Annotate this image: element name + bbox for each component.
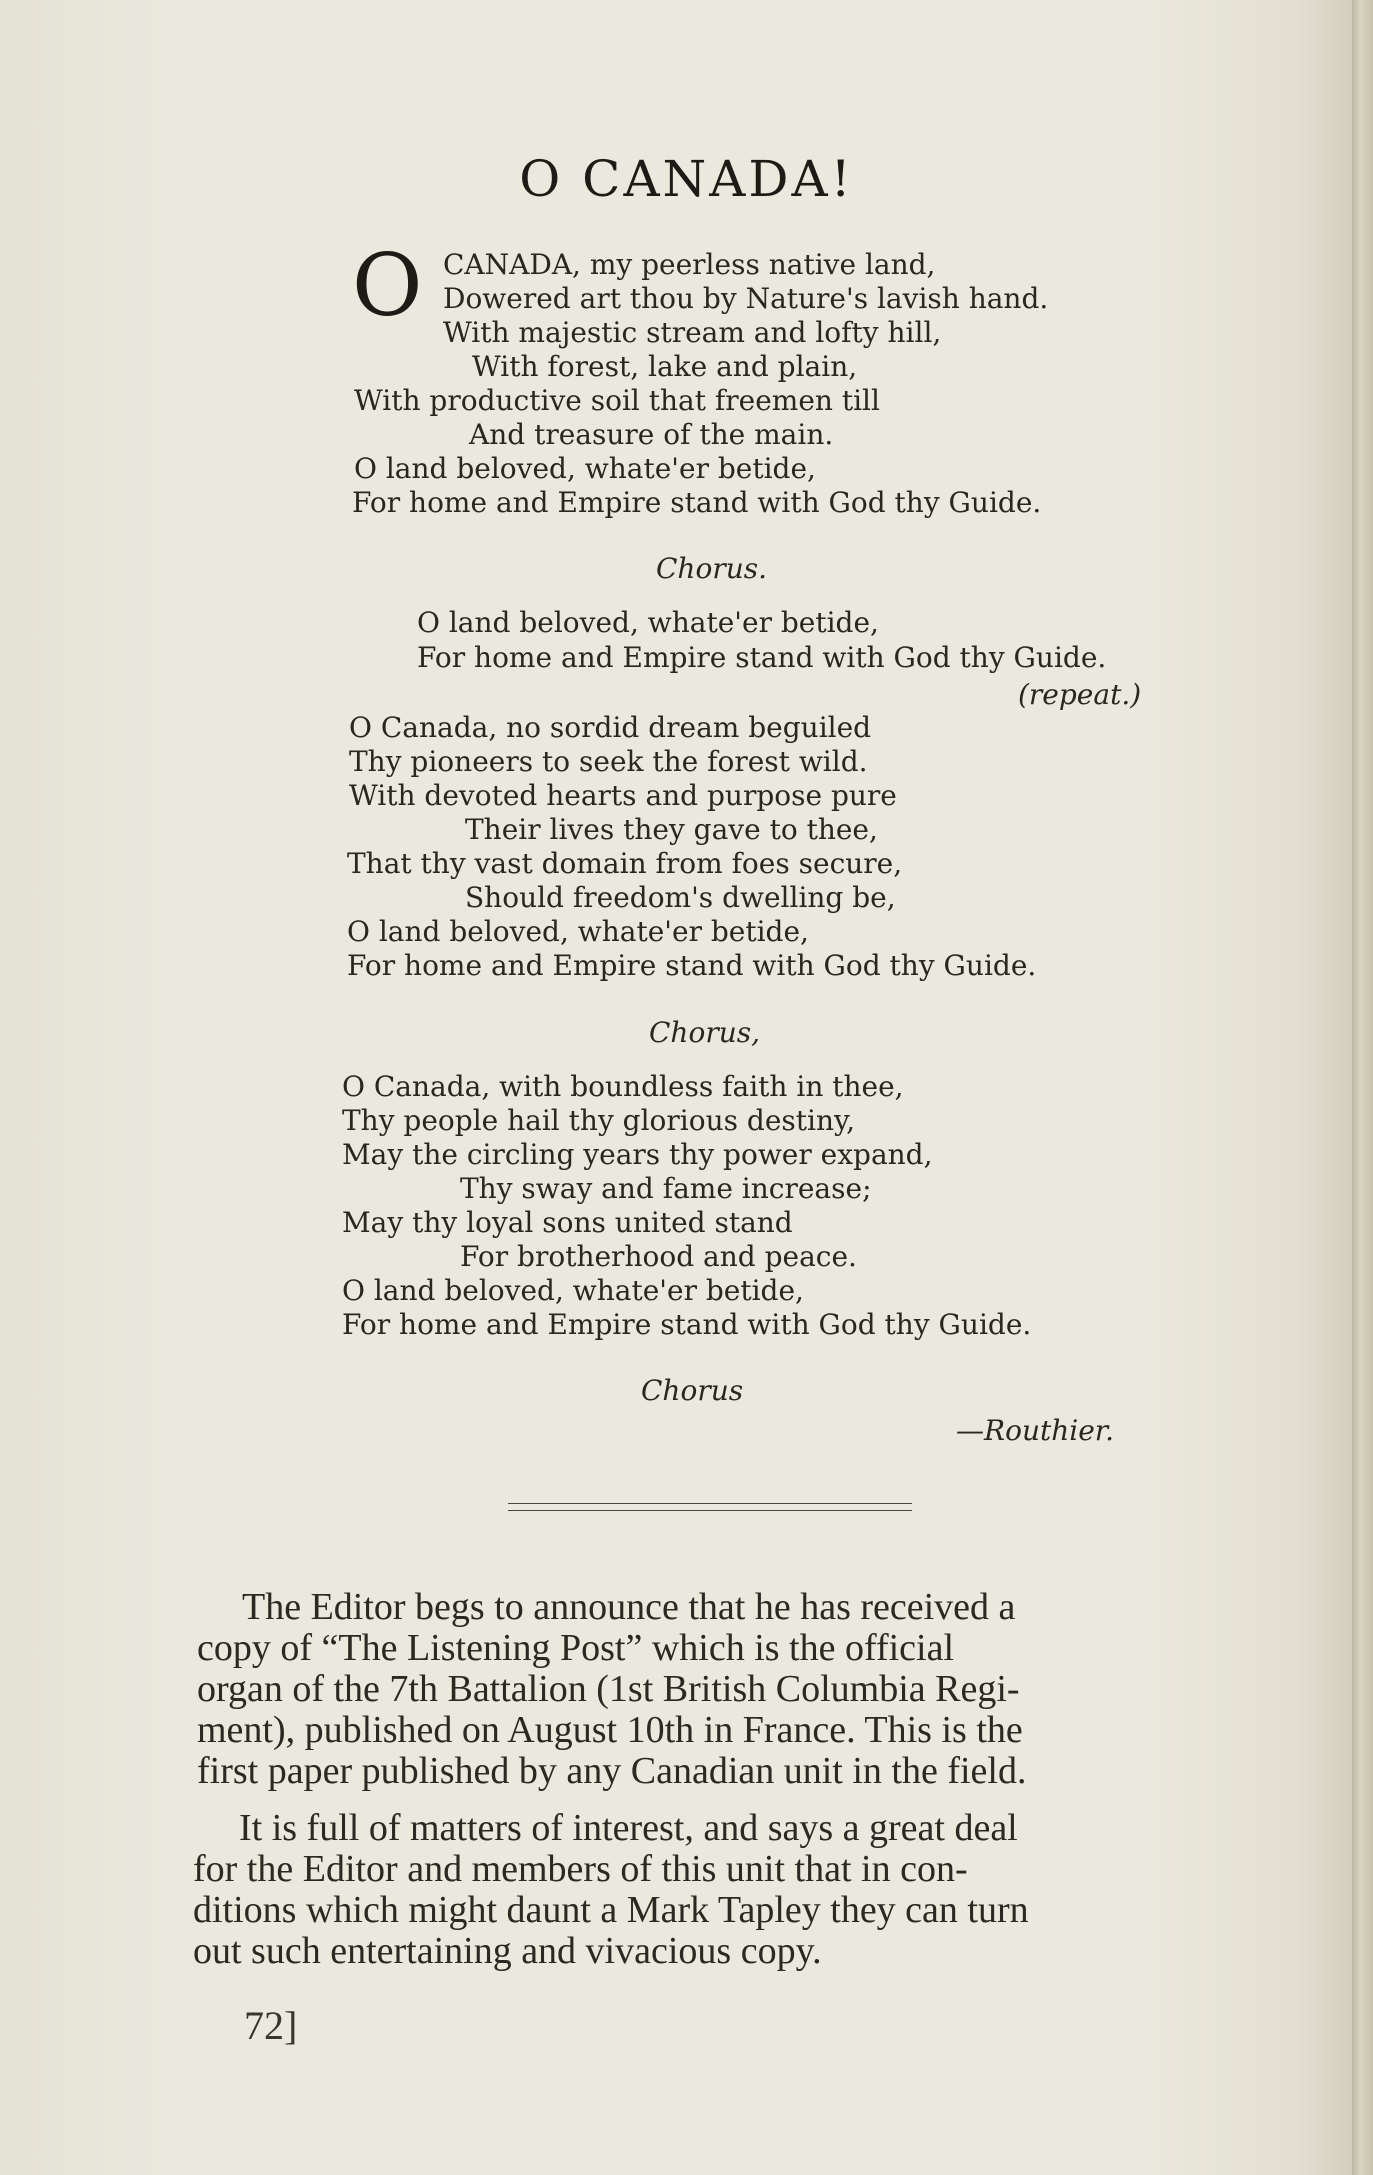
prose-line: ditions which might daunt a Mark Tapley they can turn [193,1889,1029,1931]
verse-line: With majestic stream and lofty hill, [443,316,942,349]
verse-line: With productive soil that freemen till [354,384,880,417]
prose-line: organ of the 7th Battalion (1st British Columbia Regi- [197,1668,1020,1710]
chorus-label: Chorus. [656,552,768,585]
verse-line: Thy people hail thy glorious destiny, [342,1104,856,1137]
verse-line: May the circling years thy power expand, [342,1138,933,1171]
verse-line: O Canada, with boundless faith in thee, [342,1070,904,1103]
chorus-line: O land beloved, whate'er betide, [417,606,879,639]
verse-line: That thy vast domain from foes secure, [347,847,903,880]
verse-line: Should freedom's dwelling be, [465,881,896,914]
attribution: —Routhier. [956,1414,1114,1447]
prose-line: out such entertaining and vivacious copy. [193,1930,822,1972]
verse-line: For brotherhood and peace. [460,1240,857,1273]
verse-line: Their lives they gave to thee, [465,813,878,846]
verse-line: With forest, lake and plain, [472,350,858,383]
verse-line: For home and Empire stand with God thy Guide. [342,1308,1032,1341]
prose-line: The Editor begs to announce that he has received a [242,1586,1016,1628]
verse-line: May thy loyal sons united stand [342,1206,793,1239]
drop-cap: O [352,236,423,336]
divider-rule-top [508,1503,912,1504]
verse-line: Thy pioneers to seek the forest wild. [349,745,868,778]
verse-line: O land beloved, whate'er betide, [342,1274,804,1307]
verse-line: For home and Empire stand with God thy Guide. [347,949,1037,982]
page-title: O CANADA! [519,150,854,208]
verse-line: O land beloved, whate'er betide, [354,452,816,485]
page-edge [1352,0,1373,2175]
divider-rule-bottom [508,1510,912,1511]
verse-line: Thy sway and fame increase; [460,1172,872,1205]
chorus-line: For home and Empire stand with God thy Guide. [417,641,1107,674]
verse-line: With devoted hearts and purpose pure [349,779,897,812]
verse-line: CANADA, my peerless native land, [443,248,936,281]
prose-line: for the Editor and members of this unit that in con- [193,1848,968,1890]
verse-line: Dowered art thou by Nature's lavish hand. [443,282,1049,315]
verse-line: O Canada, no sordid dream beguiled [349,711,872,744]
prose-line: copy of “The Listening Post” which is the official [197,1627,955,1669]
verse-line: For home and Empire stand with God thy Guide. [352,486,1042,519]
verse-line: And treasure of the main. [469,418,834,451]
prose-line: first paper published by any Canadian unit in the field. [197,1750,1027,1792]
verse-line: O land beloved, whate'er betide, [347,915,809,948]
page-number: 72] [244,2003,298,2048]
prose-line: It is full of matters of interest, and says a great deal [239,1807,1018,1849]
prose-line: ment), published on August 10th in France. This is the [197,1709,1023,1751]
chorus-label: Chorus [641,1374,744,1407]
repeat-label: (repeat.) [1018,678,1142,711]
chorus-label: Chorus, [649,1016,761,1049]
